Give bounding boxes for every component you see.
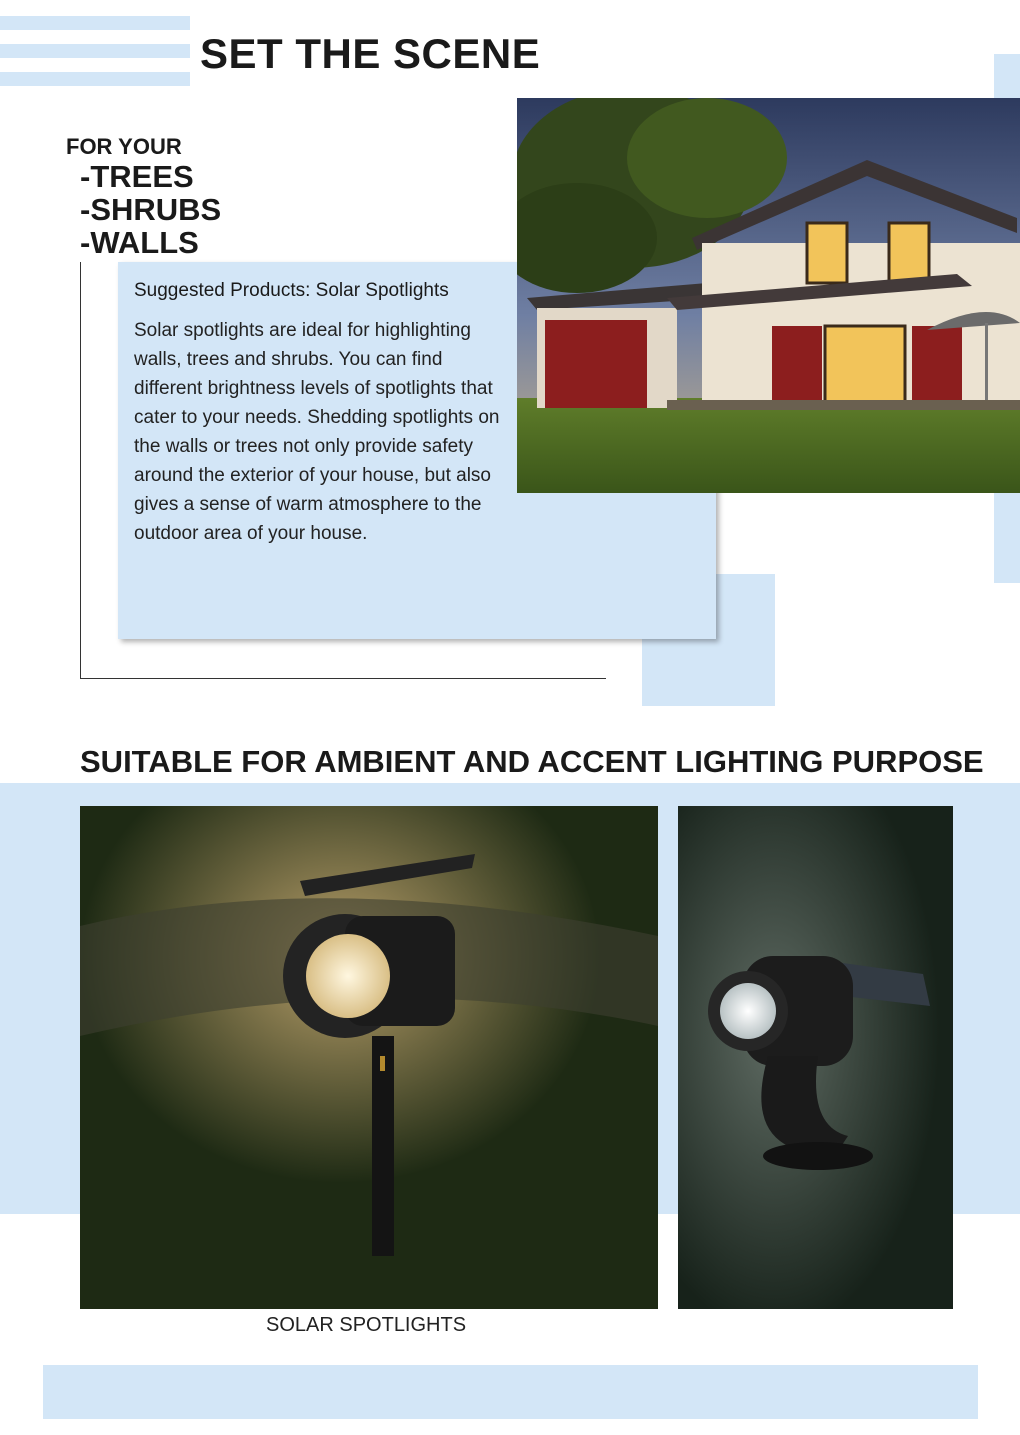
spotlight-photo-small	[678, 806, 953, 1309]
target-item-shrubs: -SHRUBS	[80, 192, 222, 227]
targets-intro: FOR YOUR	[66, 134, 182, 159]
header-stripe-2	[0, 44, 190, 58]
spotlight-illustration-small	[678, 806, 953, 1309]
target-item-walls: -WALLS	[80, 225, 199, 260]
spotlight-photo-large	[80, 806, 658, 1309]
house-illustration	[517, 98, 1020, 493]
info-heading: Suggested Products: Solar Spotlights	[134, 280, 449, 301]
section-title: SUITABLE FOR AMBIENT AND ACCENT LIGHTING PURPOSE	[80, 744, 984, 779]
spotlight-illustration-large	[80, 806, 658, 1309]
gallery-caption: SOLAR SPOTLIGHTS	[266, 1314, 467, 1336]
frame-line-horizontal	[80, 678, 606, 679]
header-stripe-3	[0, 72, 190, 86]
targets-list	[80, 160, 221, 259]
frame-line-vertical	[80, 262, 81, 679]
page-title: SET THE SCENE	[200, 30, 541, 77]
house-photo	[517, 98, 1020, 493]
info-body: Solar spotlights are ideal for highlighting walls, trees and shrubs. You can find different brightness levels of spotlights that cater to your needs. Shedding spotlights on the walls or trees not only provide safety around the exterior of your house, but also gives a sense of warm atmosphere to the outdoor area of your house.	[134, 320, 500, 544]
footer-bar	[43, 1365, 978, 1419]
target-item-trees: -TREES	[80, 159, 194, 194]
header-stripe-1	[0, 16, 190, 30]
